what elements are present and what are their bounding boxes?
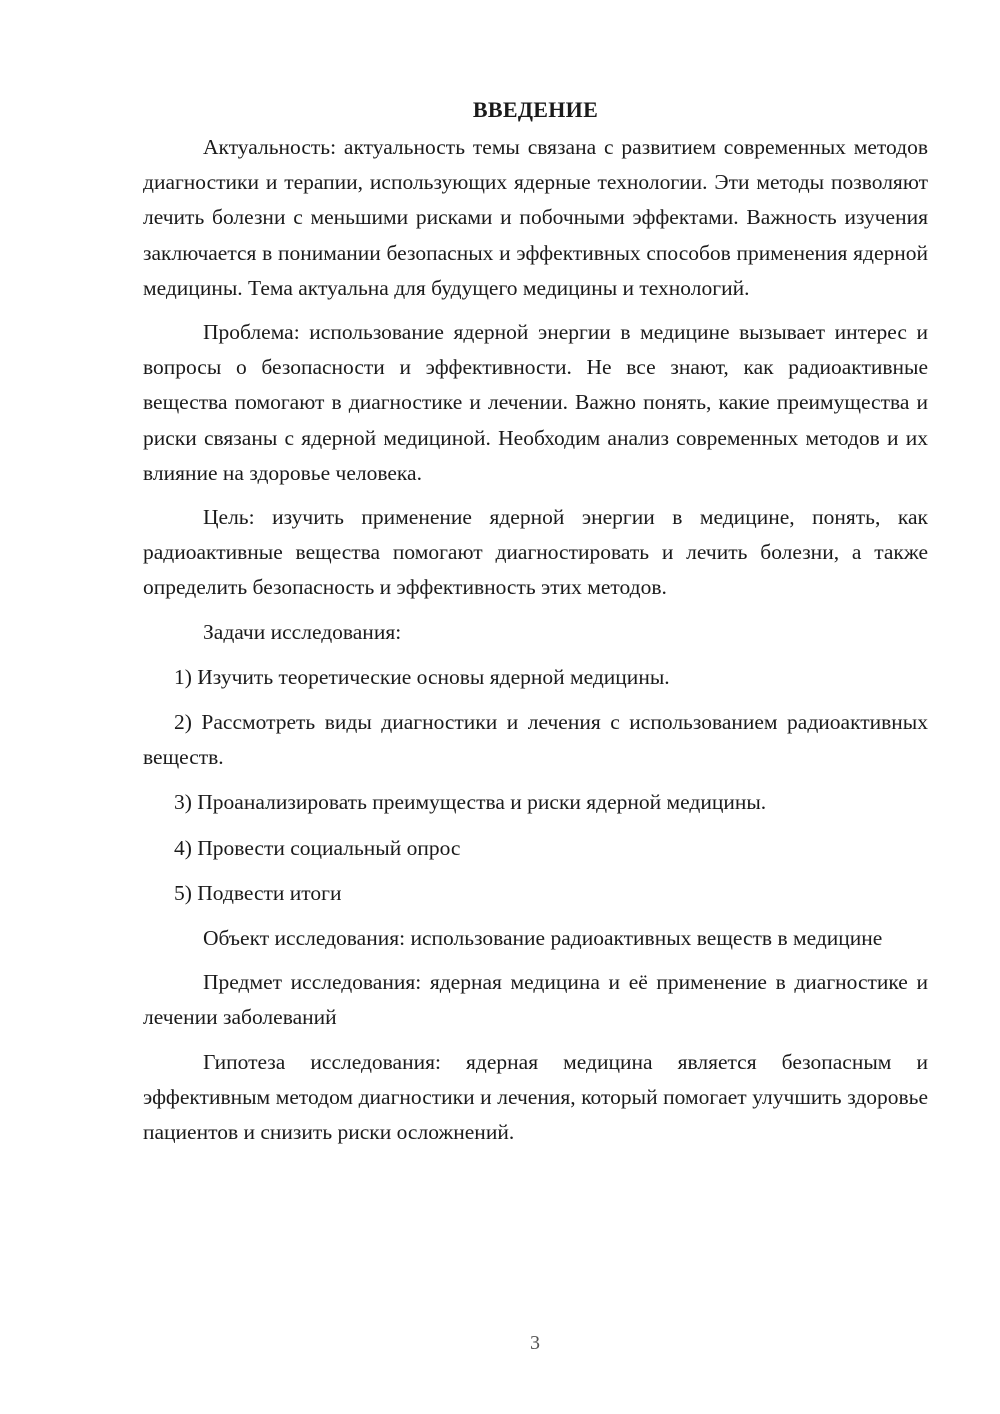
- document-page: [143, 92, 928, 1159]
- subject-paragraph: Предмет исследования: ядерная медицина и её применение в диагностике и лечении заболеваний: [143, 970, 928, 1030]
- object-paragraph: Объект исследования: использование радиоактивных веществ в медицине: [203, 926, 883, 951]
- problem-paragraph: Проблема: использование ядерной энергии в медицине вызывает интерес и вопросы о безопасности и эффективности. Не все знают, как радиоактивные вещества помогают в диагностике и лечении. Важно понять, какие преимущества и риски связаны с ядерной медициной. Необходим анализ современных методов и их влияние на здоровье человека.: [143, 320, 928, 485]
- goal-paragraph: Цель: изучить применение ядерной энергии в медицине, понять, как радиоактивные вещества помогают диагностировать и лечить болезни, а также определить безопасность и эффективность этих методов.: [143, 505, 928, 600]
- task-item-5: 5) Подвести итоги: [174, 880, 342, 905]
- relevance-paragraph: Актуальность: актуальность темы связана с развитием современных методов диагностики и терапии, использующих ядерные технологии. Эти методы позволяют лечить болезни с меньшими рисками и побочными эффектами. Важность изучения заключается в понимании безопасных и эффективных способов применения ядерной медицины. Тема актуальна для будущего медицины и технологий.: [143, 135, 928, 300]
- page-number: 3: [530, 1332, 540, 1354]
- tasks-title: Задачи исследования:: [203, 619, 402, 644]
- task-item-1: 1) Изучить теоретические основы ядерной медицины.: [174, 664, 670, 689]
- page-title: ВВЕДЕНИЕ: [472, 97, 599, 122]
- task-item-3: 3) Проанализировать преимущества и риски ядерной медицины.: [174, 790, 767, 815]
- hypothesis-paragraph: Гипотеза исследования: ядерная медицина является безопасным и эффективным методом диагностики и лечения, который помогает улучшить здоровье пациентов и снизить риски осложнений.: [143, 1049, 928, 1145]
- task-item-2: 2) Рассмотреть виды диагностики и лечения с использованием радиоактивных веществ.: [143, 710, 928, 770]
- task-item-4: 4) Провести социальный опрос: [174, 835, 461, 860]
